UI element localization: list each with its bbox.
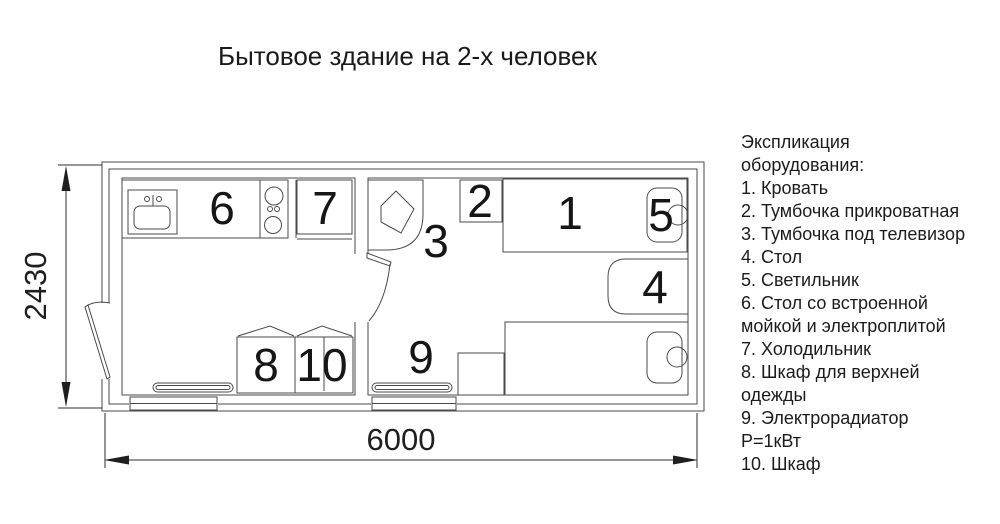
label-bed-1: 1 bbox=[557, 187, 583, 239]
legend-item: 8. Шкаф для верхней bbox=[741, 362, 920, 382]
legend-item: 1. Кровать bbox=[741, 178, 829, 198]
dim-arrow-up bbox=[62, 166, 71, 191]
legend-heading-line: Экспликация bbox=[741, 132, 850, 152]
legend-item: 9. Электрорадиатор bbox=[741, 408, 909, 428]
sink-basin bbox=[134, 206, 170, 229]
dim-arrow-down bbox=[62, 382, 71, 407]
label-wardrobe-coats-8: 8 bbox=[253, 339, 279, 391]
label-radiator-9: 9 bbox=[408, 331, 434, 383]
building-inner-wall bbox=[109, 169, 697, 404]
tv-stand bbox=[368, 180, 423, 250]
legend-item-wrap: одежды bbox=[741, 385, 807, 405]
radiator-right bbox=[372, 383, 452, 392]
legend-item-wrap: мойкой и электроплитой bbox=[741, 316, 946, 336]
label-fridge-7: 7 bbox=[312, 182, 338, 234]
label-lamp-5: 5 bbox=[648, 189, 674, 241]
dim-arrow-right bbox=[673, 456, 698, 465]
legend-item: 6. Стол со встроенной bbox=[741, 293, 928, 313]
legend-item: 4. Стол bbox=[741, 247, 803, 267]
bed-2 bbox=[505, 322, 688, 395]
radiator-left-core bbox=[156, 386, 230, 390]
interior-door-swing-arc bbox=[369, 264, 390, 321]
legend-item: 3. Тумбочка под телевизор bbox=[741, 224, 966, 244]
dim-length-value: 6000 bbox=[366, 422, 436, 457]
nightstand-bed2 bbox=[458, 353, 504, 395]
stove-knob-right bbox=[275, 207, 280, 212]
wardrobe-door-mark bbox=[297, 326, 352, 336]
page-title: Бытовое здание на 2-х человек bbox=[218, 41, 597, 71]
label-kitchen-unit-6: 6 bbox=[209, 182, 235, 234]
wardrobe-coats-door-mark bbox=[238, 326, 294, 336]
label-table-4: 4 bbox=[642, 261, 668, 313]
radiator-right-core bbox=[375, 386, 449, 390]
legend-item: 7. Холодильник bbox=[741, 339, 872, 359]
tv-set bbox=[381, 191, 414, 233]
dim-arrow-left bbox=[104, 456, 129, 465]
lamp-bed2-bulb bbox=[667, 347, 687, 367]
partition-door-opening bbox=[352, 254, 372, 322]
label-nightstand-2: 2 bbox=[467, 175, 493, 227]
legend-item: 2. Тумбочка прикроватная bbox=[741, 201, 960, 221]
legend-item-wrap: Р=1кВт bbox=[741, 431, 802, 451]
building-outer-wall bbox=[102, 162, 704, 411]
stove-burner-bottom bbox=[265, 217, 282, 234]
legend-item: 10. Шкаф bbox=[741, 454, 821, 474]
faucet-tap-left bbox=[145, 197, 150, 202]
legend-heading-line: оборудования: bbox=[741, 155, 865, 175]
legend-item: 5. Светильник bbox=[741, 270, 859, 290]
stove-knob-left bbox=[268, 207, 273, 212]
dim-height-value: 2430 bbox=[18, 251, 53, 321]
faucet-tap-right bbox=[157, 197, 162, 202]
stove-burner-top bbox=[265, 187, 283, 205]
radiator-left bbox=[153, 383, 233, 392]
label-wardrobe-10: 10 bbox=[296, 339, 348, 391]
label-tv-stand-3: 3 bbox=[423, 215, 449, 267]
lamp-bed2 bbox=[647, 332, 682, 383]
